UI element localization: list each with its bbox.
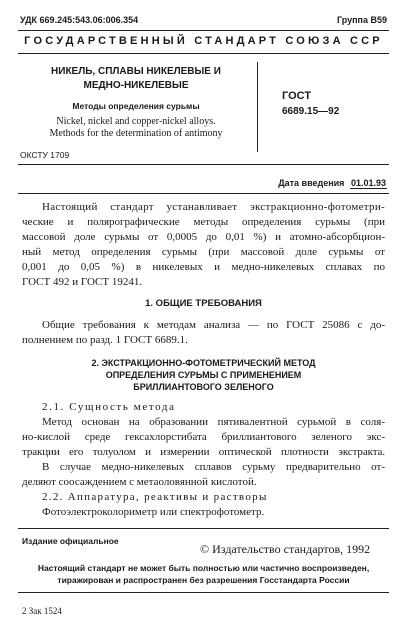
section-1-line-2: полнением по разд. 1 ГОСТ 6689.1. <box>22 334 188 346</box>
section-2-line-1: Метод основан на образовании пятивалентной сурьмой в соля- <box>42 416 385 428</box>
title-subtitle: Методы определения сурьмы <box>72 101 200 111</box>
publisher-text: Издательство стандартов, 1992 <box>212 542 371 556</box>
section-2-line-5: деляют соосаждением с метаоловянной кислотой. <box>22 476 257 488</box>
copyright-icon: © <box>200 542 210 556</box>
footer-rule-top <box>18 528 389 529</box>
section-2-heading-line-2: ОПРЕДЕЛЕНИЯ СУРЬМЫ С ПРИМЕНЕНИЕМ <box>105 370 302 380</box>
official-edition: Издание официальное <box>22 536 119 546</box>
section-2-heading-line-3: БРИЛЛИАНТОВОГО ЗЕЛЕНОГО <box>133 382 274 392</box>
section-2-line-2: но-кислой среде гексахлорстибата бриллиантового зеленого экс- <box>22 431 385 443</box>
section-2-heading-line-1: 2. ЭКСТРАКЦИОННО-ФОТОМЕТРИЧЕСКИЙ МЕТОД <box>91 358 316 368</box>
english-title-line-1: Nickel, nickel and copper-nickel alloys. <box>56 116 216 127</box>
section-1-line-1: Общие требования к методам анализа — по ГОСТ 25086 с до- <box>42 319 385 331</box>
copyright-notice-line-1: Настоящий стандарт не может быть полностью или частично воспроизведен, <box>37 563 370 573</box>
gost-number: 6689.15—92 <box>282 106 340 117</box>
section-2-line-4: В случае медно-никелевых сплавов сурьму предварительно от- <box>42 461 385 473</box>
title-block-rule <box>18 164 389 165</box>
udk-code: УДК 669.245:543.06:006.354 <box>20 15 139 25</box>
subsection-2-1-title: 2.1. Сущность метода <box>42 401 176 413</box>
okstu-code: ОКСТУ 1709 <box>20 150 70 160</box>
subsection-2-2-title: 2.2. Аппаратура, реактивы и растворы <box>42 491 268 503</box>
footer-rule-bottom <box>18 592 389 593</box>
intro-line-2: ческие и полярографические методы определения сурьмы (при <box>22 216 385 228</box>
intro-line-4: ный метод определения сурьмы (при массовой доле сурьмы от <box>22 246 385 258</box>
date-of-introduction <box>278 178 387 189</box>
title-line-1: НИКЕЛЬ, СПЛАВЫ НИКЕЛЕВЫЕ И <box>51 66 221 77</box>
date-rule <box>18 193 389 194</box>
date-value: 01.01.93 <box>350 178 386 188</box>
intro-line-6: ГОСТ 492 и ГОСТ 19241. <box>22 276 143 288</box>
intro-line-3: массовой доле сурьмы от 0,0005 до 0,01 %) и атомно-абсорбцион- <box>22 231 385 243</box>
english-title-line-2: Methods for the determination of antimony <box>49 128 223 139</box>
title-divider <box>257 62 258 152</box>
title-line-2: МЕДНО-НИКЕЛЕВЫЕ <box>83 80 189 91</box>
gost-label: ГОСТ <box>282 90 312 102</box>
header-rule-top <box>18 30 389 31</box>
intro-line-1: Настоящий стандарт устанавливает экстракционно-фотометри- <box>42 201 385 213</box>
date-label: Дата введения <box>278 178 345 188</box>
order-number: 2 Зак 1524 <box>22 606 62 616</box>
group-code: Группа В59 <box>336 15 387 25</box>
section-2-line-3: тракции его толуолом и измерении оптической плотности экстракта. <box>22 446 385 458</box>
intro-line-5: 0,001 до 0,05 %) в никелевых и медно-никелевых сплавах по <box>22 261 385 273</box>
subsection-2-2-line: Фотоэлектроколориметр или спектрофотометр. <box>42 506 265 518</box>
copyright-line <box>200 542 370 557</box>
header-rule-bottom <box>18 53 389 54</box>
copyright-notice-line-2: тиражирован и распространен без разрешения Госстандарта России <box>57 575 350 585</box>
section-1-heading: 1. ОБЩИЕ ТРЕБОВАНИЯ <box>145 298 262 309</box>
standard-banner: ГОСУДАРСТВЕННЫЙ СТАНДАРТ СОЮЗА ССР <box>24 35 383 47</box>
